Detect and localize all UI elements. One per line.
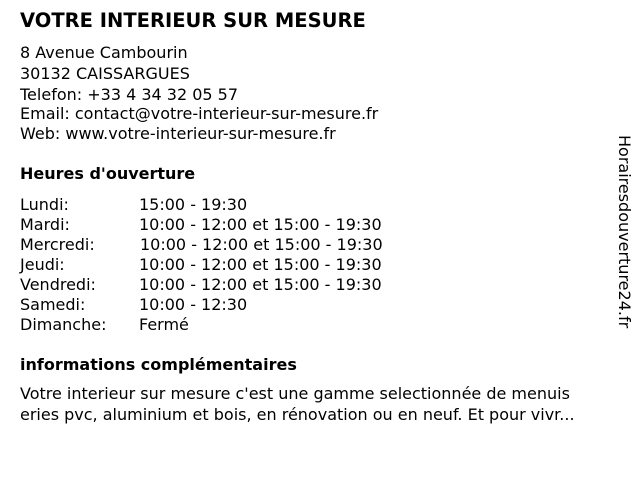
business-name: VOTRE INTERIEUR SUR MESURE — [20, 9, 366, 32]
address-line2: 30132 CAISSARGUES — [20, 64, 190, 83]
info-text-line1: Votre interieur sur mesure c'est une gamme selectionnée de menuis — [20, 384, 570, 403]
info-heading: informations complémentaires — [20, 355, 297, 374]
hours-day-mardi: Mardi: — [20, 215, 70, 234]
address-line1: 8 Avenue Cambourin — [20, 43, 188, 62]
info-text-line2: eries pvc, aluminium et bois, en rénovation ou en neuf. Et pour vivr... — [20, 405, 575, 424]
email[interactable]: Email: contact@votre-interieur-sur-mesure.fr — [20, 104, 379, 123]
hours-value-vendredi: 10:00 - 12:00 et 15:00 - 19:30 — [139, 275, 382, 294]
website[interactable]: Web: www.votre-interieur-sur-mesure.fr — [20, 124, 336, 143]
hours-value-jeudi: 10:00 - 12:00 et 15:00 - 19:30 — [139, 255, 382, 274]
hours-value-mardi: 10:00 - 12:00 et 15:00 - 19:30 — [139, 215, 382, 234]
hours-value-samedi: 10:00 - 12:30 — [139, 295, 248, 314]
hours-day-mercredi: Mercredi: — [20, 235, 95, 254]
phone: Telefon: +33 4 34 32 05 57 — [20, 85, 239, 104]
hours-value-lundi: 15:00 - 19:30 — [139, 195, 248, 214]
hours-day-samedi: Samedi: — [20, 295, 86, 314]
hours-value-dimanche: Fermé — [139, 315, 189, 334]
watermark-text: Horairesdouverture24.fr — [615, 135, 634, 329]
watermark — [612, 135, 640, 345]
hours-day-vendredi: Vendredi: — [20, 275, 96, 294]
hours-day-jeudi: Jeudi: — [20, 255, 65, 274]
hours-value-mercredi: 10:00 - 12:00 et 15:00 - 19:30 — [140, 235, 383, 254]
hours-day-lundi: Lundi: — [20, 195, 69, 214]
hours-heading: Heures d'ouverture — [20, 164, 196, 183]
hours-day-dimanche: Dimanche: — [20, 315, 107, 334]
